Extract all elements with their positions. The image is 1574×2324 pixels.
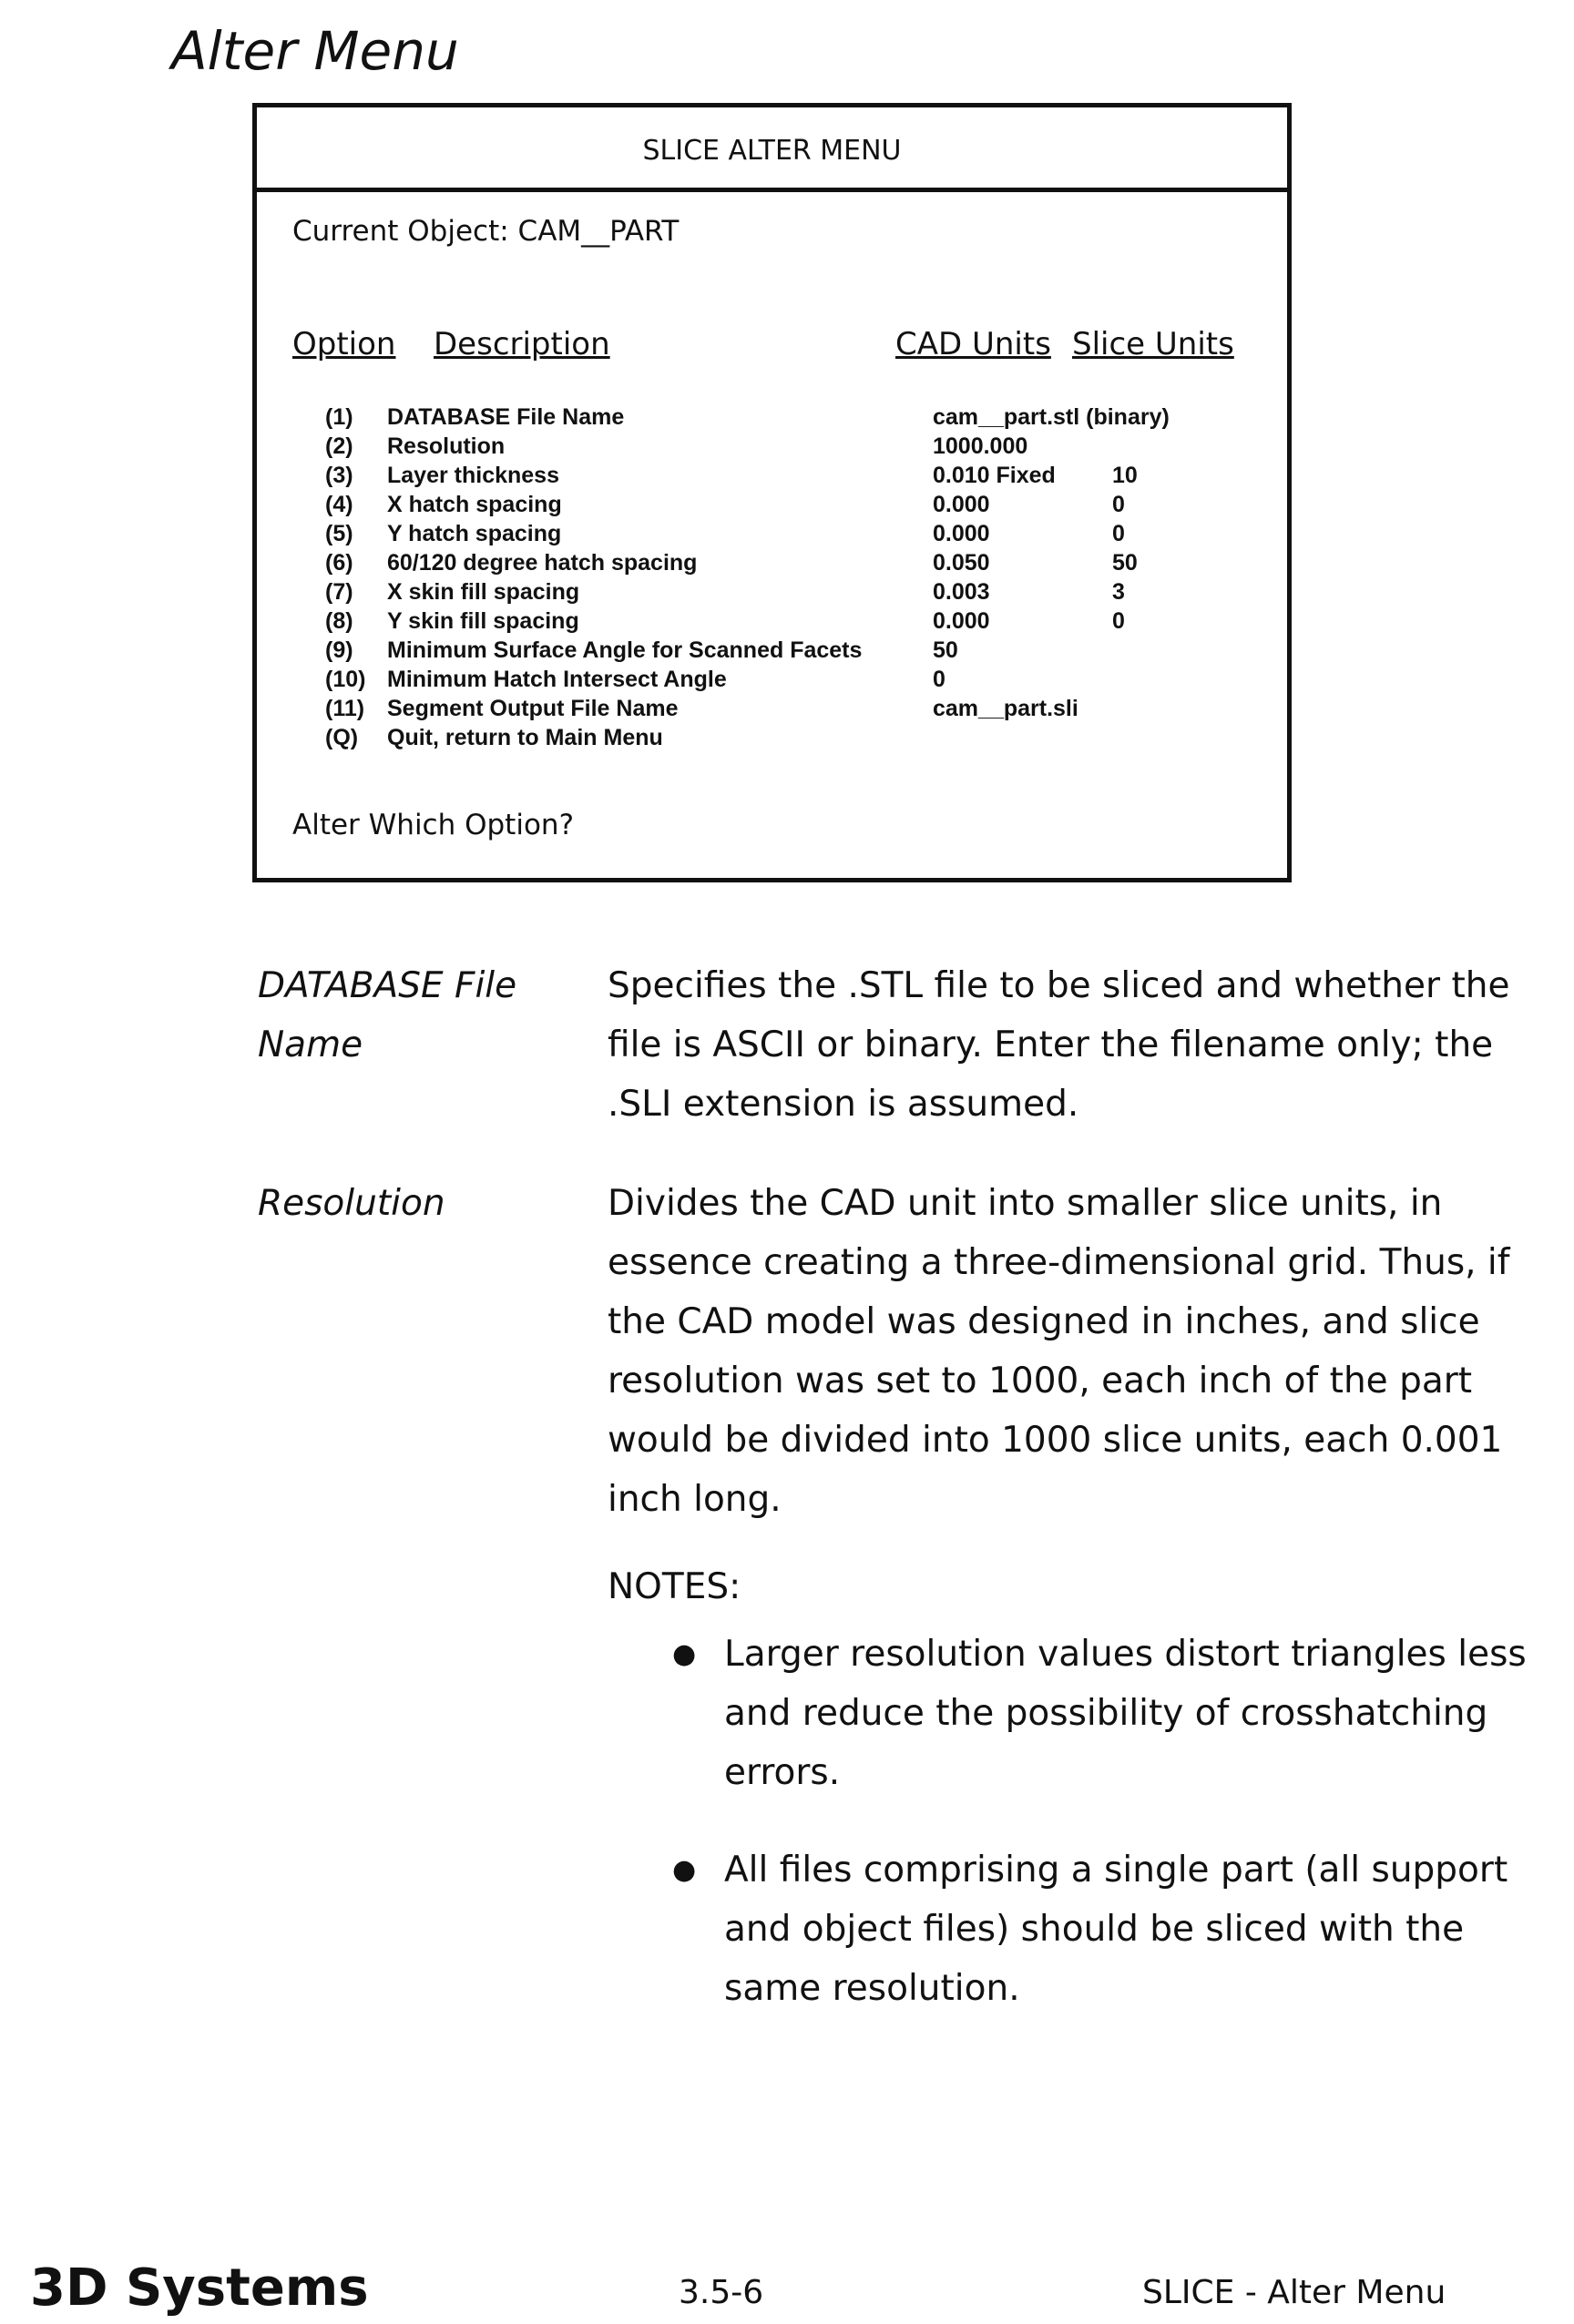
- option-description: X hatch spacing: [387, 492, 562, 518]
- text-database-file: Specifies the .STL file to be sliced and whether the file is ASCII or binary. Enter the filename only; the .SLI extension is assumed.: [608, 956, 1546, 1134]
- note-1: Larger resolution values distort triangles less and reduce the possibility of crosshatching errors.: [724, 1625, 1562, 1802]
- prompt: Alter Which Option?: [292, 809, 574, 841]
- note-2: All files comprising a single part (all support and object files) should be sliced with the same resolution.: [724, 1840, 1562, 2018]
- bullet-icon: ●: [672, 1840, 696, 1900]
- option-description: DATABASE File Name: [387, 404, 624, 431]
- option-number: (11): [325, 696, 364, 722]
- option-description: Minimum Surface Angle for Scanned Facets: [387, 637, 862, 664]
- text-resolution: Divides the CAD unit into smaller slice units, in essence creating a three-dimensional grid. Thus, if the CAD model was designed in inches, and slice resolution was set to 1000, each inch of the part would be divided into 1000 slice units, each 0.001 inch long.: [608, 1174, 1546, 1529]
- option-row: [257, 550, 1259, 579]
- menu-title: SLICE ALTER MENU: [257, 135, 1287, 167]
- option-description: Minimum Hatch Intersect Angle: [387, 667, 727, 693]
- header-description: Description: [434, 326, 610, 362]
- option-cad-value: cam__part.sli: [933, 696, 1078, 722]
- bullet-icon: ●: [672, 1625, 696, 1684]
- page-title: Alter Menu: [171, 20, 459, 82]
- menu-header: [257, 107, 1287, 192]
- option-cad-value: 50: [933, 637, 958, 664]
- current-object: Current Object: CAM__PART: [292, 215, 679, 248]
- option-number: (5): [325, 521, 353, 547]
- option-row: [257, 521, 1259, 550]
- label-resolution: Resolution: [258, 1174, 445, 1233]
- option-row: [257, 404, 1259, 433]
- option-description: Layer thickness: [387, 463, 559, 489]
- footer-company: 3D Systems: [30, 2258, 369, 2318]
- option-slice-value: 0: [1112, 521, 1125, 547]
- option-cad-value: 0.000: [933, 608, 990, 635]
- option-cad-value: cam__part.stl (binary): [933, 404, 1170, 431]
- option-description: Quit, return to Main Menu: [387, 725, 663, 751]
- option-description: Segment Output File Name: [387, 696, 678, 722]
- footer-page-number: 3.5-6: [679, 2274, 763, 2311]
- header-cad-units: CAD Units: [895, 326, 1051, 362]
- option-cad-value: 0.010 Fixed: [933, 463, 1056, 489]
- option-row: [257, 579, 1259, 608]
- footer-section: SLICE - Alter Menu: [1142, 2274, 1446, 2311]
- notes-label: NOTES:: [608, 1557, 741, 1616]
- option-row: [257, 696, 1259, 725]
- option-number: (1): [325, 404, 353, 431]
- option-description: Y hatch spacing: [387, 521, 561, 547]
- option-number: (7): [325, 579, 353, 606]
- option-cad-value: 0.050: [933, 550, 990, 576]
- option-slice-value: 3: [1112, 579, 1125, 606]
- option-number: (6): [325, 550, 353, 576]
- option-number: (3): [325, 463, 353, 489]
- label-database-file-2: Name: [258, 1015, 363, 1075]
- option-row: [257, 463, 1259, 492]
- option-description: Resolution: [387, 433, 505, 460]
- option-cad-value: 1000.000: [933, 433, 1027, 460]
- label-database-file-1: DATABASE File: [258, 956, 516, 1015]
- option-number: (2): [325, 433, 353, 460]
- option-slice-value: 0: [1112, 492, 1125, 518]
- option-cad-value: 0.003: [933, 579, 990, 606]
- option-cad-value: 0.000: [933, 521, 990, 547]
- option-cad-value: 0.000: [933, 492, 990, 518]
- option-number: (4): [325, 492, 353, 518]
- option-description: X skin fill spacing: [387, 579, 579, 606]
- option-number: (8): [325, 608, 353, 635]
- option-number: (10): [325, 667, 365, 693]
- option-cad-value: 0: [933, 667, 945, 693]
- header-slice-units: Slice Units: [1072, 326, 1234, 362]
- option-row: [257, 725, 1259, 754]
- option-slice-value: 50: [1112, 550, 1138, 576]
- option-slice-value: 0: [1112, 608, 1125, 635]
- option-row: [257, 433, 1259, 463]
- header-option: Option: [292, 326, 395, 362]
- option-description: 60/120 degree hatch spacing: [387, 550, 697, 576]
- option-row: [257, 667, 1259, 696]
- option-row: [257, 608, 1259, 637]
- option-row: [257, 637, 1259, 667]
- slice-alter-menu-box: [252, 103, 1292, 882]
- option-row: [257, 492, 1259, 521]
- option-number: (9): [325, 637, 353, 664]
- option-slice-value: 10: [1112, 463, 1138, 489]
- option-description: Y skin fill spacing: [387, 608, 579, 635]
- option-number: (Q): [325, 725, 358, 751]
